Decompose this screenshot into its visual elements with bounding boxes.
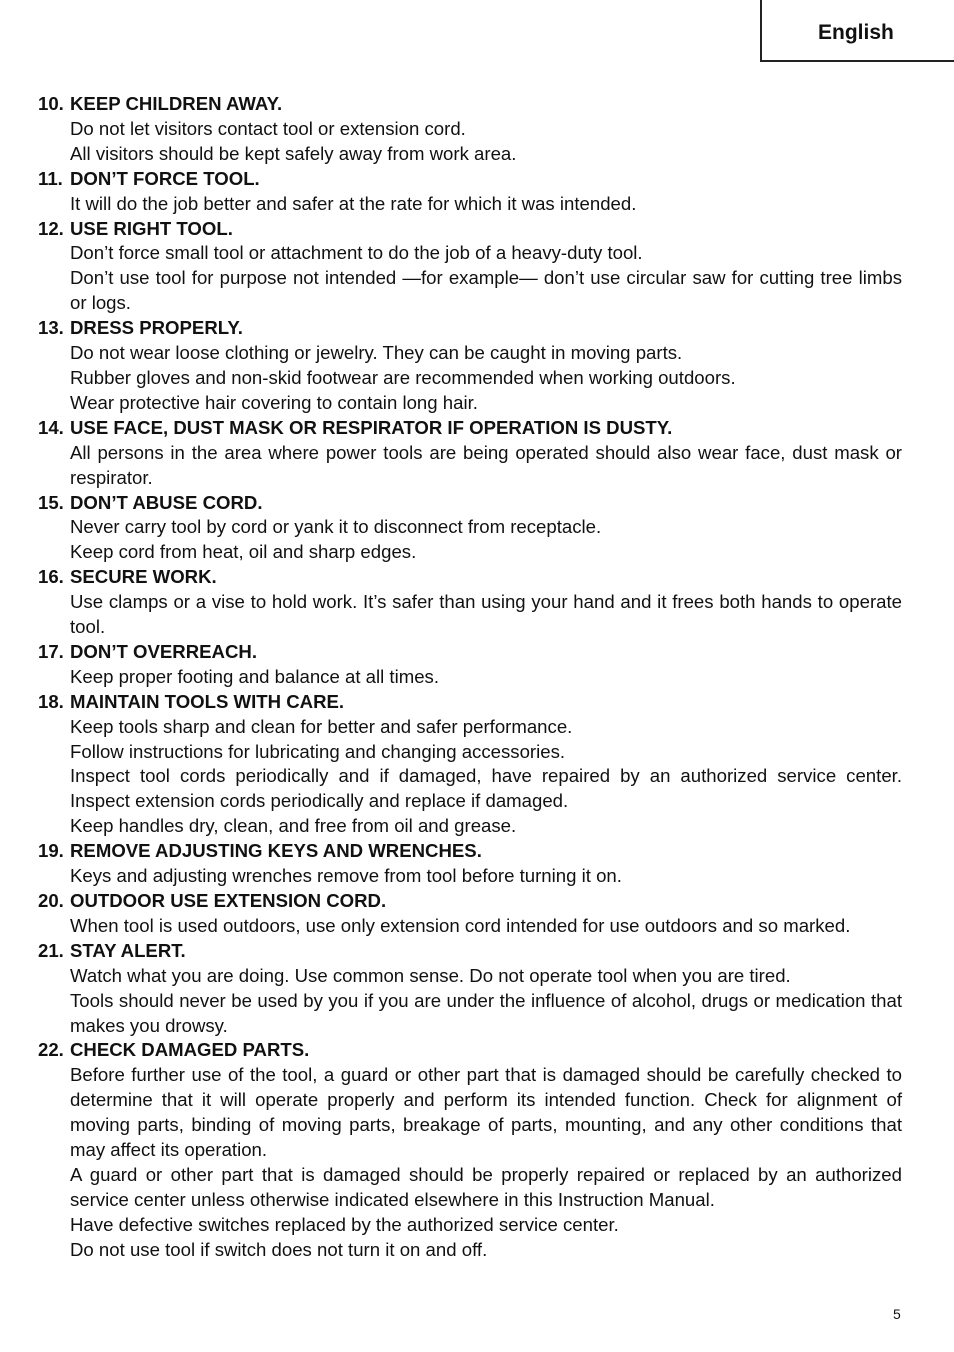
rule-text: All persons in the area where power tools are being operated should also wear face, dust mask or respirator. <box>70 441 902 488</box>
rule-number: 20. <box>38 890 64 911</box>
rule-text: Inspect tool cords periodically and if damaged, have repaired by an authorized service center. Inspect extension cords periodically and replace if damaged. <box>70 765 902 812</box>
rule-title: DON’T ABUSE CORD. <box>70 491 263 513</box>
rule-heading <box>38 839 902 864</box>
rule-text: Have defective switches replaced by the authorized service center. <box>70 1213 619 1235</box>
language-tab <box>760 0 954 62</box>
language-label: English <box>818 21 894 44</box>
rule-item <box>38 889 902 939</box>
rule-heading <box>38 217 902 242</box>
rule-text: Use clamps or a vise to hold work. It’s safer than using your hand and it frees both hands to operate tool. <box>70 591 902 638</box>
rule-text: Do not wear loose clothing or jewelry. They can be caught in moving parts. <box>70 342 683 364</box>
rule-heading <box>38 167 902 192</box>
rule-title: DRESS PROPERLY. <box>70 317 243 339</box>
rule-text: Keep tools sharp and clean for better and safer performance. <box>70 715 573 737</box>
rule-item <box>38 416 902 491</box>
rule-text: Watch what you are doing. Use common sense. Do not operate tool when you are tired. <box>70 964 791 986</box>
rule-text: Keep handles dry, clean, and free from oil and grease. <box>70 815 517 837</box>
rule-item <box>38 690 902 839</box>
rule-number: 12. <box>38 217 64 239</box>
rule-title: SECURE WORK. <box>70 566 217 588</box>
rule-text: It will do the job better and safer at the rate for which it was intended. <box>70 192 637 214</box>
rule-heading <box>38 640 902 665</box>
rule-number: 19. <box>38 840 64 862</box>
rule-text: Keep cord from heat, oil and sharp edges. <box>70 541 417 563</box>
page-number: 5 <box>893 1306 901 1322</box>
rule-number: 16. <box>38 566 64 588</box>
rule-text: Wear protective hair covering to contain long hair. <box>70 391 478 413</box>
rule-title: MAINTAIN TOOLS WITH CARE. <box>70 690 345 712</box>
rule-number: 17. <box>38 640 64 662</box>
rule-number: 15. <box>38 491 64 513</box>
rule-item <box>38 167 902 217</box>
rule-text: Never carry tool by cord or yank it to disconnect from receptacle. <box>70 516 602 538</box>
rule-title: DON’T FORCE TOOL. <box>70 167 260 189</box>
rule-text: A guard or other part that is damaged should be properly repaired or replaced by an authorized service center unless otherwise indicated elsewhere in this Instruction Manual. <box>70 1163 902 1210</box>
rule-text: Tools should never be used by you if you are under the influence of alcohol, drugs or medication that makes you drowsy. <box>70 989 902 1036</box>
rule-heading <box>38 316 902 341</box>
rule-text: Keys and adjusting wrenches remove from tool before turning it on. <box>70 865 622 887</box>
rule-title: OUTDOOR USE EXTENSION CORD. <box>70 890 387 911</box>
rule-text: Before further use of the tool, a guard or other part that is damaged should be carefully checked to determine that it will operate properly and perform its intended function. Check for alignment of moving parts, binding of moving parts, breakage of parts, mounting, and any other conditions that may affect its operation. <box>70 1064 902 1161</box>
rule-number: 13. <box>38 317 64 339</box>
rule-heading <box>38 491 902 516</box>
rule-item <box>38 1038 902 1262</box>
rule-text: Keep proper footing and balance at all times. <box>70 665 440 687</box>
rule-title: STAY ALERT. <box>70 939 186 961</box>
rule-heading <box>38 416 902 441</box>
rule-item <box>38 92 902 167</box>
rule-title: USE FACE, DUST MASK OR RESPIRATOR IF OPERATION IS DUSTY. <box>70 416 673 438</box>
rule-title: DON’T OVERREACH. <box>70 640 257 662</box>
rule-number: 18. <box>38 690 64 712</box>
rule-text: Rubber gloves and non-skid footwear are recommended when working outdoors. <box>70 366 736 388</box>
rule-heading <box>38 565 902 590</box>
rule-text: Do not let visitors contact tool or extension cord. <box>70 117 466 139</box>
rule-item <box>38 640 902 690</box>
rule-heading <box>38 690 902 715</box>
rule-item <box>38 316 902 416</box>
rule-text: All visitors should be kept safely away from work area. <box>70 142 517 164</box>
rule-heading <box>38 939 902 964</box>
rule-number: 21. <box>38 939 64 961</box>
rule-heading <box>38 1038 902 1063</box>
rule-title: USE RIGHT TOOL. <box>70 217 233 239</box>
rule-text: Follow instructions for lubricating and changing accessories. <box>70 740 566 762</box>
rule-item <box>38 565 902 640</box>
rule-text: When tool is used outdoors, use only extension cord intended for use outdoors and so marked. <box>70 914 851 936</box>
rule-text: Don’t use tool for purpose not intended —for example— don’t use circular saw for cutting tree limbs or logs. <box>70 267 902 314</box>
rule-heading <box>38 92 902 117</box>
rule-text: Do not use tool if switch does not turn it on and off. <box>70 1238 488 1260</box>
rule-item <box>38 939 902 1039</box>
rule-number: 14. <box>38 416 64 438</box>
rule-number: 22. <box>38 1039 64 1061</box>
rule-title: KEEP CHILDREN AWAY. <box>70 93 283 114</box>
rule-heading <box>38 889 902 914</box>
rule-number: 10. <box>38 93 64 114</box>
rule-text: Don’t force small tool or attachment to do the job of a heavy-duty tool. <box>70 242 643 264</box>
rule-title: CHECK DAMAGED PARTS. <box>70 1039 310 1061</box>
rule-item <box>38 217 902 317</box>
rule-number: 11. <box>38 167 63 189</box>
safety-rules-list <box>38 92 902 1263</box>
rule-item <box>38 491 902 566</box>
rule-item <box>38 839 902 889</box>
rule-title: REMOVE ADJUSTING KEYS AND WRENCHES. <box>70 840 482 862</box>
